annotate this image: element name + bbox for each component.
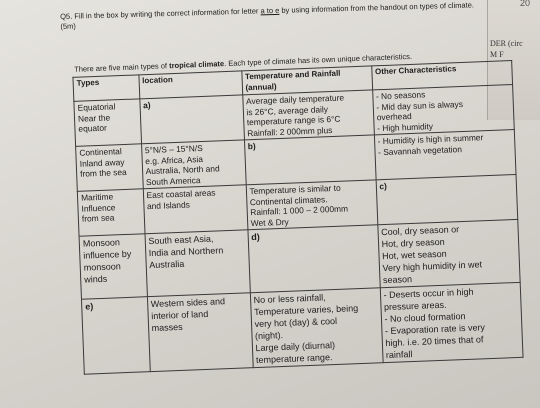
- type-cell: [76, 144, 143, 191]
- cell-line: winds: [84, 273, 108, 285]
- cell-line: Continental: [79, 146, 122, 158]
- cell-line: season: [382, 274, 413, 286]
- cell-line: Influence: [81, 201, 116, 214]
- header-temperature-rainfall: Temperature and Rainfall (annual): [241, 66, 372, 95]
- cell-line: from the sea: [79, 166, 127, 179]
- header-types: Types: [73, 75, 139, 101]
- cell-line: Very high humidity in wet: [382, 259, 483, 274]
- type-cell: [79, 234, 147, 299]
- cell-line: equator: [78, 122, 108, 134]
- other-characteristics-cell: [376, 174, 518, 224]
- question-text-start: Q5. Fill in the box by writing the correct information for letter: [60, 6, 261, 21]
- cell-line: pressure areas.: [383, 299, 447, 313]
- cell-line: high. i.e. 20 times that of: [385, 334, 484, 349]
- temperature-rainfall-cell: [246, 180, 378, 230]
- location-cell: [143, 185, 248, 234]
- cell-line: is 26°C, average daily: [246, 103, 329, 117]
- cell-line: c): [379, 180, 388, 192]
- temperature-rainfall-cell: [250, 288, 383, 368]
- cell-line: - Evaporation rate is very: [384, 322, 486, 337]
- cell-line: from sea: [81, 212, 115, 224]
- cell-line: - No seasons: [375, 89, 426, 102]
- cell-line: Temperature varies, being: [253, 303, 359, 318]
- intro-bold: tropical climate: [168, 59, 225, 71]
- cell-line: Wet & Dry: [250, 216, 289, 228]
- temperature-rainfall-cell: [244, 135, 376, 185]
- other-characteristics-cell: [377, 219, 520, 287]
- cell-line: Australia, North and: [145, 163, 220, 177]
- cell-line: influence by: [83, 248, 132, 261]
- climate-handout: [44, 48, 512, 375]
- header-location: location: [138, 71, 242, 99]
- temperature-rainfall-cell: [247, 225, 379, 293]
- intro-start: There are five main types of: [73, 61, 170, 74]
- cell-line: b): [247, 140, 256, 152]
- cell-line: India and Northern: [148, 245, 224, 259]
- cell-line: - Humidity is high in summer: [377, 132, 484, 147]
- adjacent-page-line: DER (circ: [490, 39, 523, 48]
- cell-line: South America: [145, 174, 201, 187]
- type-cell: [81, 297, 149, 374]
- cell-line: Inland away: [79, 156, 125, 169]
- cell-line: monsoon: [83, 261, 121, 273]
- cell-line: Australia: [149, 258, 185, 271]
- cell-line: Hot, dry season: [381, 236, 445, 250]
- intro-end: . Each type of climate has its own unique characteristics.: [223, 51, 413, 69]
- cell-line: - High humidity: [376, 120, 434, 133]
- cell-line: Cool, dry season or: [380, 224, 460, 238]
- location-cell: [141, 140, 246, 189]
- cell-line: (night).: [254, 330, 284, 342]
- cell-line: 5°N/S – 15°N/S: [144, 142, 203, 156]
- location-cell: [145, 230, 250, 297]
- cell-line: Temperature is similar to: [249, 182, 341, 197]
- table-row: [81, 282, 523, 374]
- cell-line: Monsoon: [82, 237, 121, 249]
- cell-line: very hot (day) & cool: [254, 315, 338, 330]
- cell-line: - No cloud formation: [384, 311, 466, 325]
- cell-line: overhead: [376, 110, 412, 123]
- cell-line: South east Asia,: [148, 233, 214, 247]
- page-number: 20: [519, 0, 530, 8]
- adjacent-page-line: M F: [490, 50, 504, 59]
- cell-line: - Deserts occur in high: [383, 286, 474, 301]
- question-letters: a to e: [260, 5, 280, 16]
- cell-line: rainfall: [385, 349, 413, 361]
- cell-line: d): [251, 231, 260, 243]
- cell-line: - Savannah vegetation: [377, 143, 463, 157]
- cell-line: Hot, wet season: [381, 248, 447, 262]
- cell-line: No or less rainfall,: [253, 292, 326, 306]
- cell-line: and Islands: [146, 199, 190, 211]
- cell-line: Rainfall: 2 000mm plus: [247, 124, 333, 138]
- location-cell: [139, 95, 244, 144]
- location-cell: [147, 293, 253, 372]
- type-cell: [77, 189, 144, 236]
- other-characteristics-cell: [380, 282, 523, 362]
- cell-line: interior of land: [151, 308, 209, 322]
- cell-line: a): [142, 99, 151, 111]
- cell-line: e.g. Africa, Asia: [145, 153, 204, 166]
- cell-line: East coastal areas: [146, 187, 216, 201]
- climate-table: [72, 60, 523, 375]
- other-characteristics-cell: [374, 129, 516, 179]
- cell-line: Continental climates.: [249, 193, 328, 207]
- cell-line: Rainfall: 1 000 – 2 000mm: [250, 203, 349, 218]
- cell-line: e): [85, 301, 94, 312]
- question-text-end: by using information from the handout on types of climate. (5m): [60, 0, 475, 31]
- cell-line: Equatorial: [77, 101, 116, 113]
- cell-line: Maritime: [80, 191, 114, 203]
- other-characteristics-cell: [372, 85, 514, 135]
- temperature-rainfall-cell: [242, 90, 374, 140]
- cell-line: Near the: [77, 112, 111, 124]
- cell-line: Large daily (diurnal): [255, 340, 336, 354]
- question-text: [60, 0, 480, 32]
- header-other-characteristics: Other Characteristics: [371, 61, 512, 90]
- cell-line: - Mid day sun is always: [376, 98, 464, 112]
- cell-line: masses: [151, 321, 183, 334]
- cell-line: Western sides and: [150, 296, 226, 310]
- cell-line: temperature range is 6°C: [246, 113, 341, 128]
- cell-line: temperature range.: [255, 352, 333, 366]
- cell-line: Average daily temperature: [245, 92, 345, 107]
- type-cell: [74, 99, 141, 146]
